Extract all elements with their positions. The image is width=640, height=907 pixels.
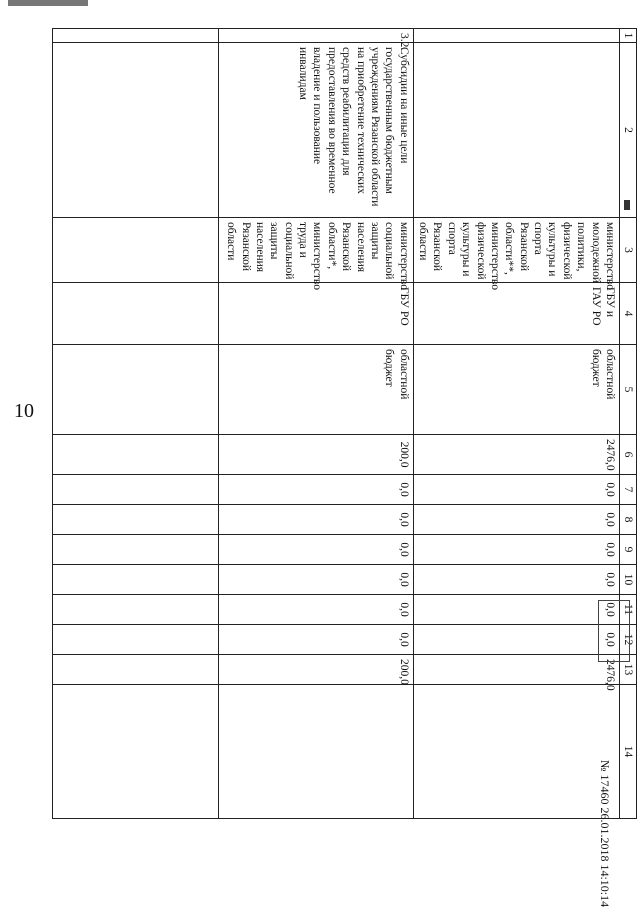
header-cell: 3 bbox=[620, 218, 637, 283]
funding-source-cell: областной бюджет bbox=[218, 345, 413, 435]
recipient-cell: ГБУ и ГАУ РО bbox=[413, 283, 619, 345]
value-cell: 200,0 bbox=[218, 655, 413, 685]
executor-cell: министерство молодежной политики, физической культуры и спорта Рязанской области**, министерство физической культуры и спорта Рязанской области bbox=[413, 218, 619, 283]
value-cell: 0,0 bbox=[218, 565, 413, 595]
empty-cell bbox=[52, 655, 218, 685]
empty-cell bbox=[52, 565, 218, 595]
empty-cell bbox=[52, 43, 218, 218]
description-cell bbox=[413, 43, 619, 218]
value-cell: 0,0 bbox=[413, 475, 619, 505]
empty-cell bbox=[52, 283, 218, 345]
rotated-table-container bbox=[55, 28, 637, 778]
value-cell: 0,0 bbox=[413, 565, 619, 595]
value-cell: 200,0 bbox=[218, 435, 413, 475]
empty-cell bbox=[52, 475, 218, 505]
header-cell: 10 bbox=[620, 565, 637, 595]
description-cell: Субсидии на иные цели государственным бюджетным учреждениям Рязанской области на приобретение технических средств реабилитации для предоставления во временное владение и пользование инвалидам bbox=[218, 43, 413, 218]
value-cell: 0,0 bbox=[413, 505, 619, 535]
executor-cell: министерство социальной защиты населения Рязанской области*, министерство труда и социальной защиты населения Рязанской области bbox=[218, 218, 413, 283]
empty-cell bbox=[52, 505, 218, 535]
value-cell: 0,0 bbox=[218, 535, 413, 565]
header-cell: 7 bbox=[620, 475, 637, 505]
header-cell: 13 bbox=[620, 655, 637, 685]
table-row bbox=[413, 29, 619, 819]
empty-cell bbox=[52, 535, 218, 565]
value-cell: 0,0 bbox=[413, 535, 619, 565]
value-cell: 0,0 bbox=[218, 625, 413, 655]
header-cell: 1 bbox=[620, 29, 637, 43]
header-cell: 5 bbox=[620, 345, 637, 435]
registration-stamp-text: № 17460 26.01.2018 14:10:14 bbox=[598, 760, 612, 907]
header-cell: 4 bbox=[620, 283, 637, 345]
row-number-cell bbox=[413, 29, 619, 43]
funding-source-cell: областной бюджет bbox=[413, 345, 619, 435]
value-cell: 2476,0 bbox=[413, 435, 619, 475]
header-cell: 9 bbox=[620, 535, 637, 565]
empty-cell bbox=[52, 685, 218, 819]
value-cell: 2476,0 bbox=[413, 655, 619, 685]
note-cell bbox=[413, 685, 619, 819]
recipient-cell: ГБУ РО bbox=[218, 283, 413, 345]
header-cell: 11 bbox=[620, 595, 637, 625]
program-table bbox=[52, 28, 637, 819]
header-cell: 12 bbox=[620, 625, 637, 655]
header-cell: 14 bbox=[620, 685, 637, 819]
header-cell: 6 bbox=[620, 435, 637, 475]
value-cell: 0,0 bbox=[218, 505, 413, 535]
value-cell: 0,0 bbox=[218, 475, 413, 505]
empty-cell bbox=[52, 625, 218, 655]
registration-stamp-logo bbox=[598, 600, 630, 662]
empty-cell bbox=[52, 218, 218, 283]
header-cell: 8 bbox=[620, 505, 637, 535]
header-row bbox=[620, 29, 637, 819]
page-number: 10 bbox=[14, 400, 34, 422]
value-cell: 0,0 bbox=[218, 595, 413, 625]
row-number-cell: 3.2. bbox=[218, 29, 413, 43]
scan-artifact bbox=[8, 0, 88, 6]
table-row bbox=[52, 29, 218, 819]
table-row bbox=[218, 29, 413, 819]
header-cell: 2 bbox=[620, 43, 637, 218]
empty-cell bbox=[52, 435, 218, 475]
empty-cell bbox=[52, 595, 218, 625]
empty-cell bbox=[52, 345, 218, 435]
value-cell: 0,0 bbox=[413, 595, 619, 625]
empty-cell bbox=[52, 29, 218, 43]
note-cell bbox=[218, 685, 413, 819]
value-cell: 0,0 bbox=[413, 625, 619, 655]
